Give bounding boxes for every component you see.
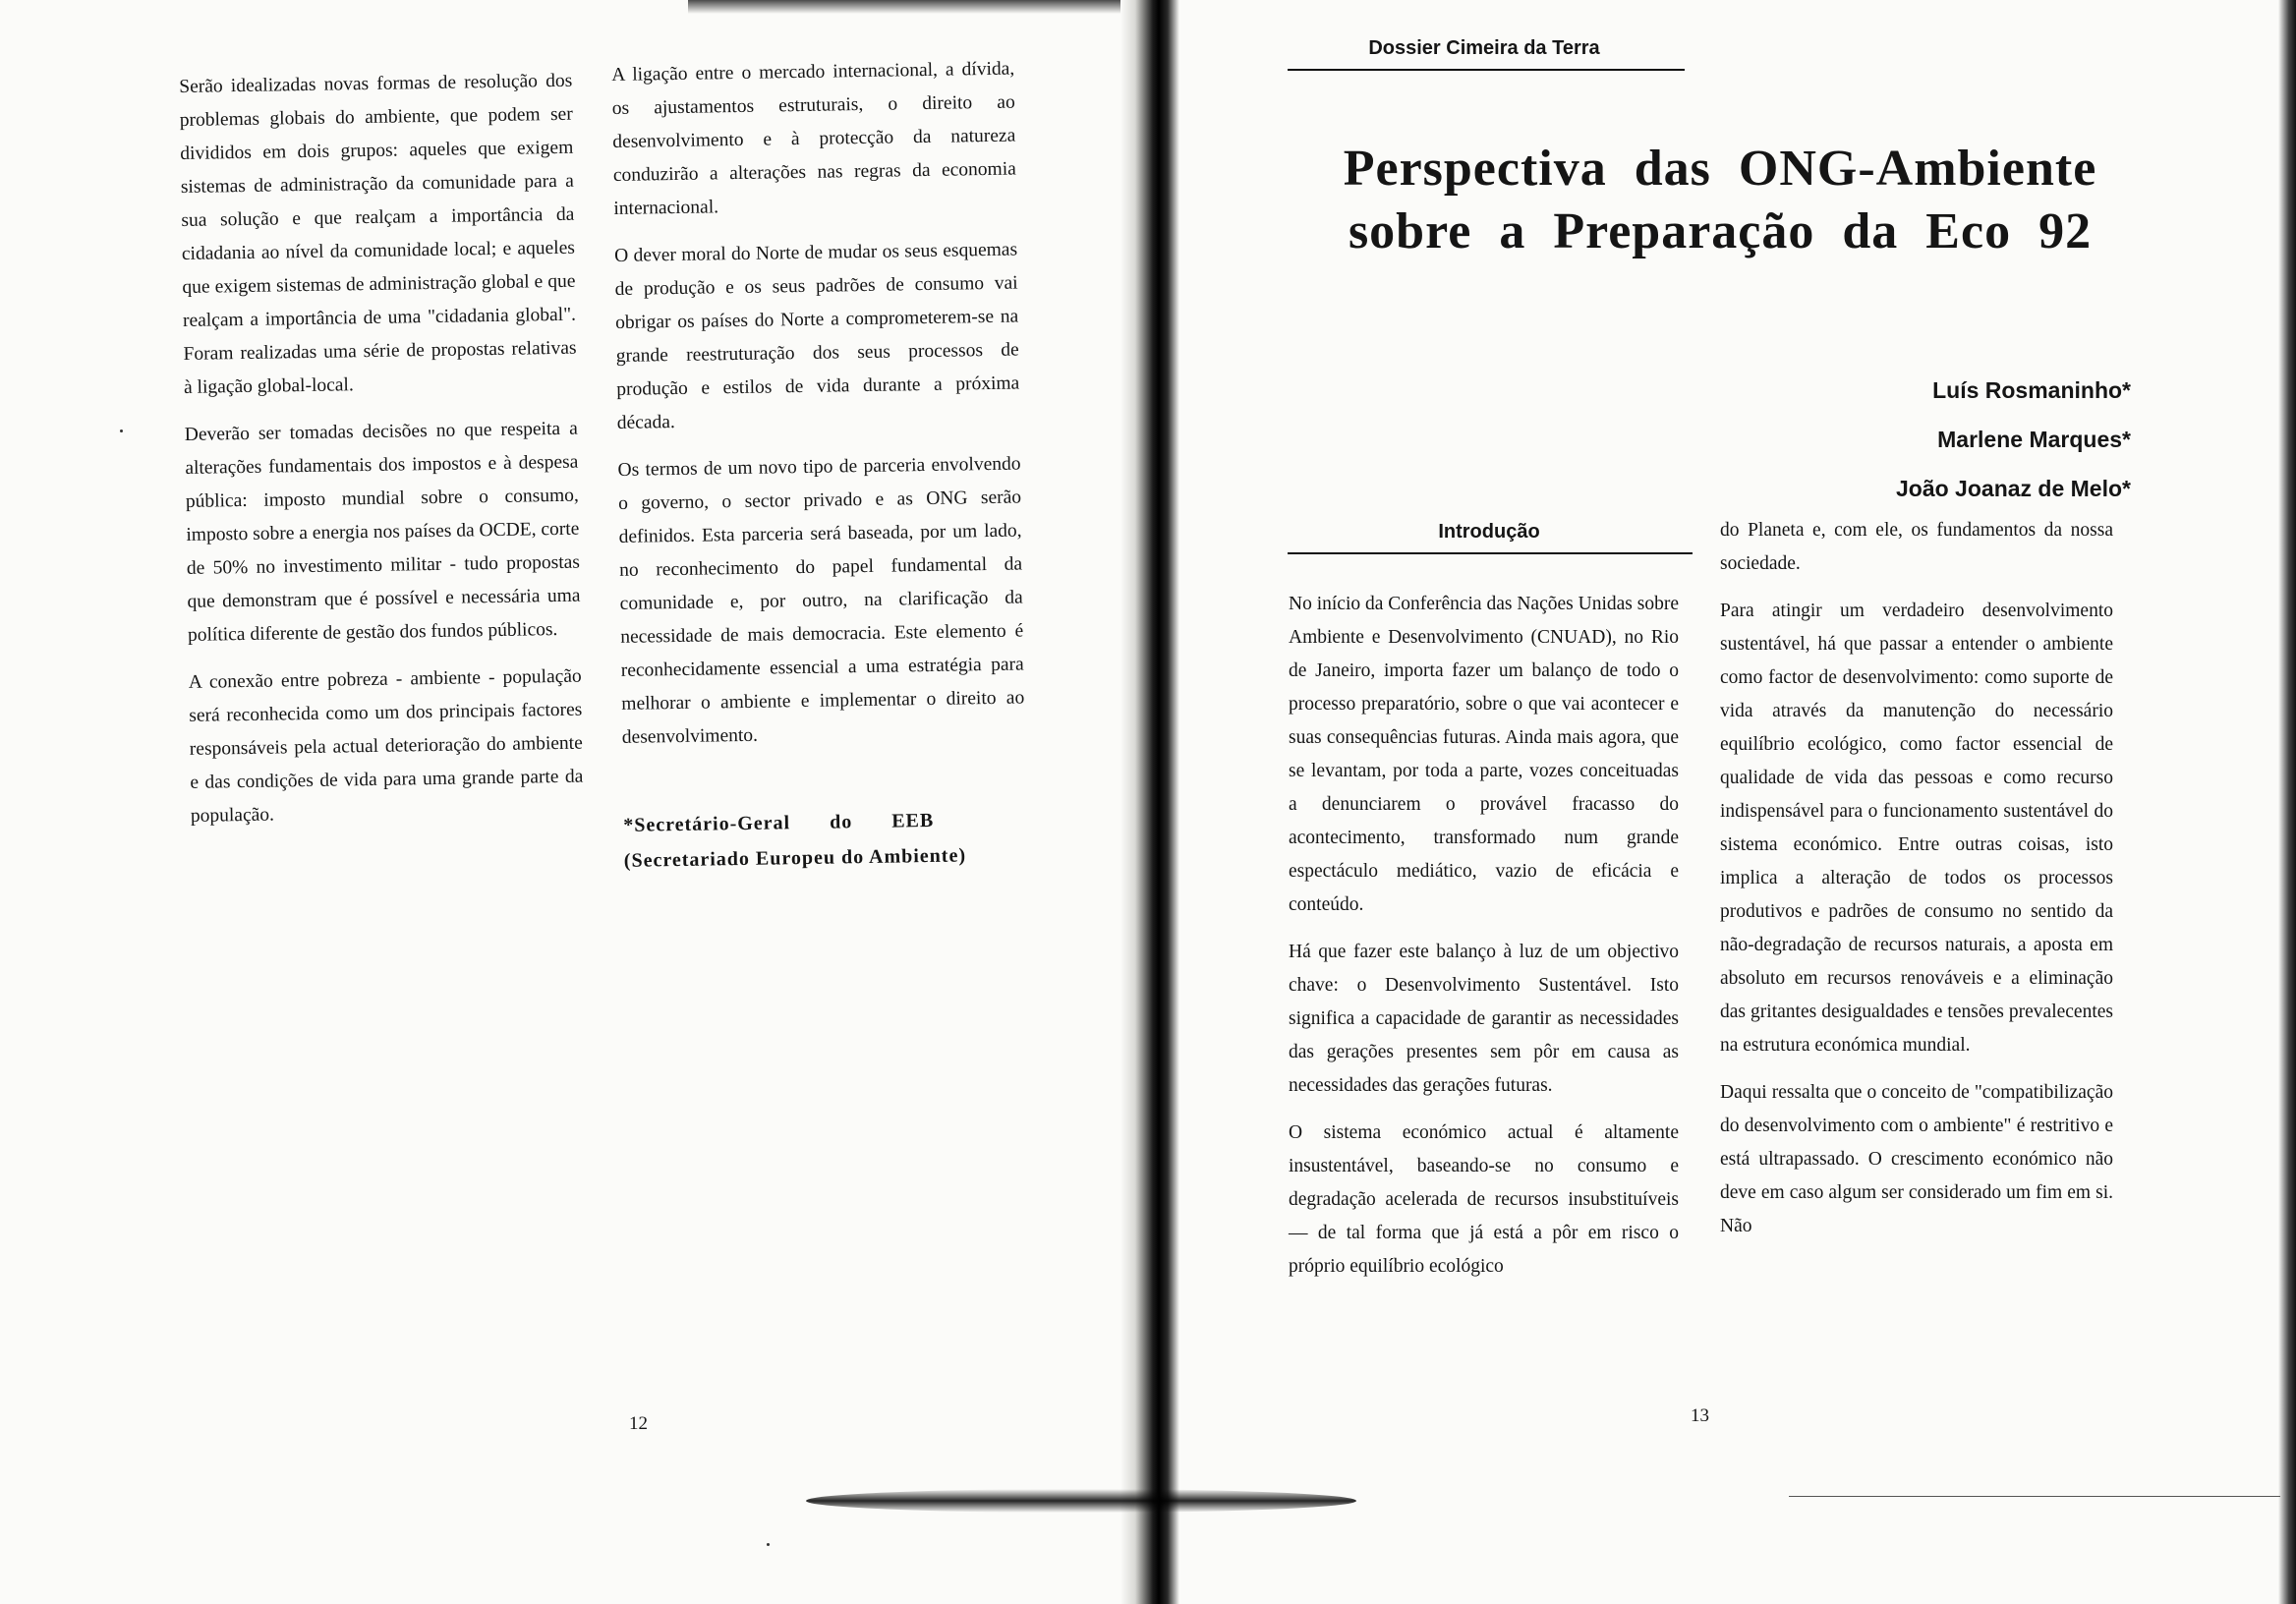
author-2: Marlene Marques* xyxy=(1937,427,2131,452)
author-1: Luís Rosmaninho* xyxy=(1932,377,2131,403)
paragraph: Os termos de um novo tipo de parceria envolvendo o governo, o sector privado e as ONG serão definidos. Esta parceria será baseada, por um lado, no reconhecimento do papel fundamental da comunidade e, por outro, na clarificação da necessidade de mais democracia. Este elemento é reconhecidamente essencial a uma estratégia para melhorar o ambiente e implementar o direito ao desenvolvimento. xyxy=(617,453,1025,748)
paragraph: O sistema económico actual é altamente insustentável, baseando-se no consumo e degradação acelerada de recursos insubstituíveis — de tal forma que já está a pôr em risco o próprio equilíbrio ecológico xyxy=(1289,1122,1679,1277)
paragraph: Há que fazer este balanço à luz de um objectivo chave: o Desenvolvimento Sustentável. Isto significa a capacidade de garantir as necessidades das gerações presentes sem pôr em causa as necessidades das gerações futuras. xyxy=(1289,942,1679,1096)
right-column-2 xyxy=(1720,514,2113,1257)
paragraph: Deverão ser tomadas decisões no que respeita a alterações fundamentais dos impostos e à despesa pública: imposto mundial sobre o consumo, imposto sobre a energia nos países da OCDE, corte de 50% no investimento militar - tudo propostas que demonstram que é possível e necessária uma política diferente de gestão dos fundos públicos. xyxy=(184,418,581,646)
signature-line-2: (Secretariado Europeu do Ambiente) xyxy=(623,844,967,872)
paragraph: Daqui ressalta que o conceito de "compatibilização do desenvolvimento com o ambiente" é restritivo e está ultrapassado. O crescimento económico não deve em caso algum ser considerado um fim em si. Não xyxy=(1720,1082,2113,1236)
author-3: João Joanaz de Melo* xyxy=(1895,476,2131,501)
top-shadow xyxy=(688,0,1160,14)
article-title xyxy=(1278,138,2162,263)
section-rule xyxy=(1288,552,1693,554)
right-page-edge xyxy=(2278,0,2296,1604)
paragraph: No início da Conferência das Nações Unidas sobre Ambiente e Desenvolvimento (CNUAD), no Rio de Janeiro, importa fazer um balanço de todo o processo preparatório, sobre o que vai acontecer e suas consequências futuras. Ainda mais agora, que se levantam, por toda a parte, vozes conceituadas a denunciarem o provável fracasso do acontecimento, transformado num grande espectáculo mediático, vazio de eficácia e conteúdo. xyxy=(1289,594,1679,915)
title-line-1: Perspectiva das ONG-Ambiente xyxy=(1343,141,2097,197)
signature-line-1: *Secretário-Geral do EEB xyxy=(623,809,935,836)
book-spine xyxy=(1120,0,1179,1604)
paragraph: Serão idealizadas novas formas de resolução dos problemas globais do ambiente, que podem ser divididos em dois grupos: aqueles que exigem sistemas de administração da comunidade para a sua solução e que realçam a importância da cidadania ao nível da comunidade local; e aqueles que exigem sistemas de administração global e que realçam a importância de uma "cidadania global". Foram realizadas uma série de propostas relativas à ligação global-local. xyxy=(179,70,577,398)
left-column-1 xyxy=(179,65,584,847)
section-heading: Introdução xyxy=(1438,521,1540,543)
paragraph: A ligação entre o mercado internacional, a dívida, os ajustamentos estruturais, o direito ao desenvolvimento e à protecção da natureza conduzirão a alterações nas regras da economia internacional. xyxy=(611,58,1016,219)
paragraph: A conexão entre pobreza - ambiente - população será reconhecida como um dos principais factores responsáveis pela actual deterioração do ambiente e das condições de vida para uma grande parte da população. xyxy=(188,665,584,827)
header-rule xyxy=(1288,69,1685,71)
dossier-header: Dossier Cimeira da Terra xyxy=(1368,37,1600,59)
right-column-1 xyxy=(1289,588,1679,1297)
bottom-shadow xyxy=(806,1489,1356,1513)
paragraph: do Planeta e, com ele, os fundamentos da nossa sociedade. xyxy=(1720,520,2113,574)
left-column-2 xyxy=(611,53,1027,879)
bottom-edge-line xyxy=(1789,1496,2280,1497)
paragraph: O dever moral do Norte de mudar os seus esquemas de produção e os seus padrões de consumo vai obrigar os países do Norte a comprometerem-se na grande reestruturação dos seus processos de produção e estilos de vida durante a próxima década. xyxy=(613,239,1020,433)
title-line-2: sobre a Preparação da Eco 92 xyxy=(1348,203,2093,259)
paragraph: Para atingir um verdadeiro desenvolvimento sustentável, há que passar a entender o ambiente como factor de desenvolvimento: como suporte de vida através da manutenção do necessário equilíbrio ecológico, como factor essencial de qualidade de vida das pessoas e como recurso indispensável para o funcionamento sustentável do sistema económico. Entre outras coisas, isto implica a alteração de todos os processos produtivos e padrões de consumo no sentido da não-degradação de recursos naturais, a aposta em absoluto em recursos renováveis e a eliminação das gritantes desigualdades e tensões prevalecentes na estrutura económica mundial. xyxy=(1720,601,2113,1056)
speck-mark xyxy=(767,1543,770,1546)
speck-mark xyxy=(120,430,123,432)
page-number-right: 13 xyxy=(1691,1405,1709,1426)
page-number-left: 12 xyxy=(629,1413,648,1434)
